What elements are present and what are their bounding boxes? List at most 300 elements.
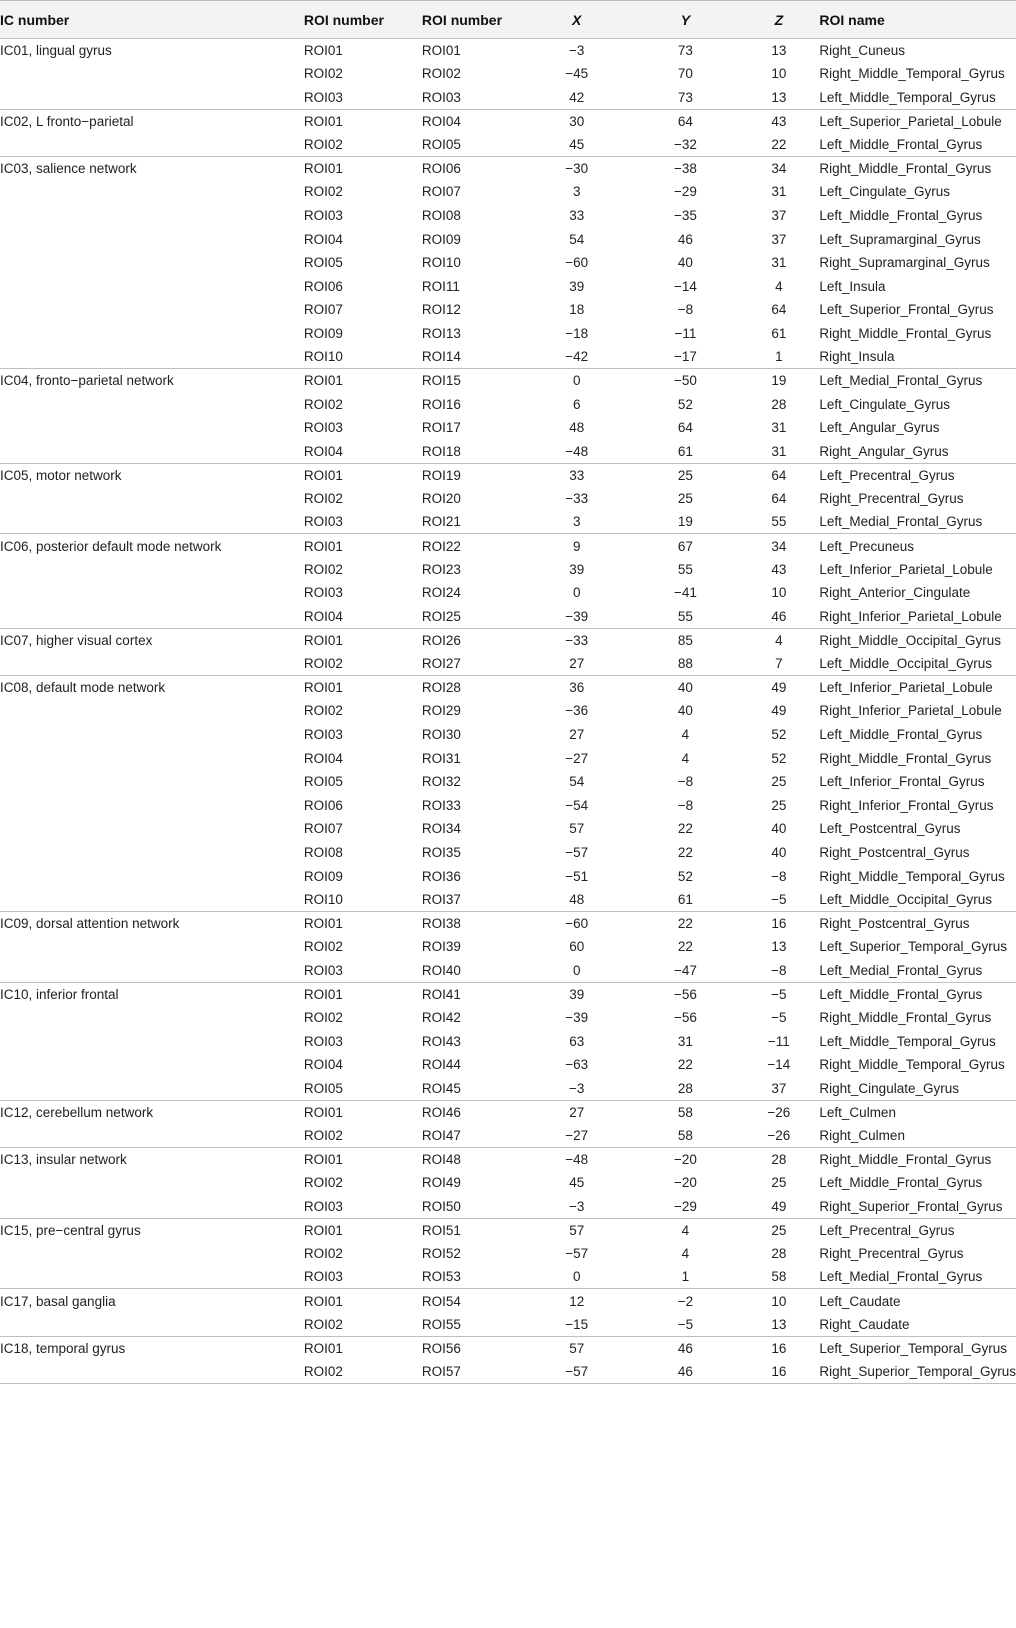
y-coordinate-cell: 67 (677, 538, 693, 554)
y-coordinate-cell: −17 (673, 349, 697, 365)
roi-index-cell: ROI03 (421, 89, 461, 105)
roi-number-cell: ROI01 (303, 373, 343, 389)
table-row (0, 1195, 1016, 1219)
y-coordinate-cell: 40 (677, 255, 693, 271)
roi-index-cell: ROI55 (421, 1316, 461, 1332)
roi-number-cell: ROI03 (303, 1198, 343, 1214)
y-coordinate-cell: 4 (681, 1222, 690, 1238)
x-coordinate-cell: 57 (569, 1222, 585, 1238)
table-row (0, 959, 1016, 983)
ic-number-cell: IC09, dorsal attention network (0, 916, 180, 932)
roi-name-cell: Left_Inferior_Frontal_Gyrus (819, 774, 985, 790)
x-coordinate-cell: 27 (569, 1104, 585, 1120)
ic-number-cell: IC13, insular network (0, 1151, 127, 1167)
table-row (0, 1360, 1016, 1384)
roi-number-cell: ROI03 (303, 962, 343, 978)
x-coordinate-cell: 27 (569, 727, 585, 743)
roi-number-cell: ROI06 (303, 278, 343, 294)
roi-index-cell: ROI02 (421, 66, 461, 82)
header-roi-number-2: ROI number (421, 11, 503, 28)
roi-number-cell: ROI01 (303, 632, 343, 648)
ic-number-cell: IC17, basal ganglia (0, 1293, 116, 1309)
roi-index-cell: ROI38 (421, 916, 461, 932)
roi-index-cell: ROI48 (421, 1151, 461, 1167)
x-coordinate-cell: 0 (572, 962, 581, 978)
x-coordinate-cell: −3 (569, 1080, 585, 1096)
roi-number-cell: ROI01 (303, 1104, 343, 1120)
z-coordinate-cell: 28 (771, 1151, 787, 1167)
z-coordinate-cell: −14 (767, 1057, 791, 1073)
ic-number-empty-cell (0, 1360, 304, 1384)
roi-index-cell: ROI22 (421, 538, 461, 554)
roi-index-cell: ROI47 (421, 1127, 461, 1143)
z-coordinate-cell: 31 (771, 420, 787, 436)
roi-index-cell: ROI12 (421, 302, 461, 318)
ic-number-cell: IC18, temporal gyrus (0, 1340, 126, 1356)
roi-index-cell: ROI37 (421, 891, 461, 907)
ic-number-empty-cell (0, 204, 304, 228)
ic-number-empty-cell (0, 322, 304, 346)
x-coordinate-cell: 57 (569, 1340, 585, 1356)
y-coordinate-cell: −2 (677, 1293, 694, 1309)
x-coordinate-cell: −48 (565, 443, 589, 459)
ic-number-empty-cell (0, 298, 304, 322)
x-coordinate-cell: −39 (565, 608, 589, 624)
y-coordinate-cell: 64 (677, 113, 693, 129)
z-coordinate-cell: 25 (771, 797, 787, 813)
ic-number-empty-cell (0, 133, 304, 157)
roi-index-cell: ROI44 (421, 1057, 461, 1073)
roi-number-cell: ROI01 (303, 986, 343, 1002)
x-coordinate-cell: −54 (565, 797, 589, 813)
roi-index-cell: ROI33 (421, 797, 461, 813)
z-coordinate-cell: 52 (771, 750, 787, 766)
roi-index-cell: ROI15 (421, 373, 461, 389)
table-row (0, 581, 1016, 605)
ic-number-empty-cell (0, 251, 304, 275)
x-coordinate-cell: −57 (565, 1246, 589, 1262)
ic-number-empty-cell (0, 227, 304, 251)
x-coordinate-cell: 42 (569, 89, 585, 105)
x-coordinate-cell: −60 (565, 255, 589, 271)
z-coordinate-cell: −26 (767, 1127, 791, 1143)
z-coordinate-cell: 37 (771, 207, 787, 223)
ic-number-empty-cell (0, 1029, 304, 1053)
ic-number-empty-cell (0, 1313, 304, 1337)
roi-index-cell: ROI35 (421, 844, 461, 860)
z-coordinate-cell: −5 (771, 891, 787, 907)
ic-number-empty-cell (0, 274, 304, 298)
y-coordinate-cell: 22 (677, 1057, 693, 1073)
roi-index-cell: ROI29 (421, 703, 461, 719)
roi-number-cell: ROI03 (303, 1033, 343, 1049)
roi-index-cell: ROI28 (421, 680, 461, 696)
roi-name-cell: Right_Precentral_Gyrus (819, 1246, 964, 1262)
roi-number-cell: ROI01 (303, 680, 343, 696)
y-coordinate-cell: −41 (673, 585, 697, 601)
roi-name-cell: Left_Middle_Frontal_Gyrus (819, 136, 983, 152)
roi-name-cell: Right_Superior_Frontal_Gyrus (819, 1198, 1003, 1214)
roi-name-cell: Right_Middle_Temporal_Gyrus (819, 868, 1005, 884)
roi-name-cell: Left_Precentral_Gyrus (819, 1222, 955, 1238)
table-header (0, 1, 1016, 39)
roi-number-cell: ROI03 (303, 207, 343, 223)
ic-number-empty-cell (0, 487, 304, 511)
roi-name-cell: Left_Superior_Parietal_Lobule (819, 113, 1002, 129)
header-ic-number: IC number (0, 11, 70, 28)
roi-index-cell: ROI54 (421, 1293, 461, 1309)
ic-number-empty-cell (0, 1171, 304, 1195)
z-coordinate-cell: 61 (771, 325, 787, 341)
roi-index-cell: ROI13 (421, 325, 461, 341)
roi-name-cell: Right_Middle_Frontal_Gyrus (819, 1151, 992, 1167)
roi-number-cell: ROI01 (303, 916, 343, 932)
roi-index-cell: ROI27 (421, 655, 461, 671)
table-row (0, 534, 1016, 558)
x-coordinate-cell: 12 (569, 1293, 585, 1309)
ic-number-empty-cell (0, 746, 304, 770)
ic-number-cell: IC02, L fronto−parietal (0, 113, 134, 129)
roi-index-cell: ROI09 (421, 231, 461, 247)
table-row (0, 888, 1016, 912)
roi-name-cell: Right_Culmen (819, 1127, 905, 1143)
roi-number-cell: ROI09 (303, 868, 343, 884)
ic-number-empty-cell (0, 770, 304, 794)
roi-index-cell: ROI14 (421, 349, 461, 365)
table-row (0, 1100, 1016, 1124)
roi-number-cell: ROI10 (303, 891, 343, 907)
roi-index-cell: ROI40 (421, 962, 461, 978)
y-coordinate-cell: 4 (681, 727, 690, 743)
roi-index-cell: ROI16 (421, 396, 461, 412)
table-row (0, 1218, 1016, 1242)
table-row (0, 676, 1016, 700)
y-coordinate-cell: 4 (681, 1246, 690, 1262)
x-coordinate-cell: −36 (565, 703, 589, 719)
ic-number-empty-cell (0, 605, 304, 629)
roi-name-cell: Left_Precuneus (819, 538, 914, 554)
x-coordinate-cell: 0 (572, 373, 581, 389)
x-coordinate-cell: 48 (569, 420, 585, 436)
roi-index-cell: ROI32 (421, 774, 461, 790)
table-row (0, 345, 1016, 369)
z-coordinate-cell: 28 (771, 396, 787, 412)
roi-index-cell: ROI24 (421, 585, 461, 601)
x-coordinate-cell: 6 (572, 396, 581, 412)
table-row (0, 746, 1016, 770)
z-coordinate-cell: 22 (771, 136, 787, 152)
z-coordinate-cell: −8 (771, 868, 787, 884)
roi-number-cell: ROI02 (303, 66, 343, 82)
roi-index-cell: ROI17 (421, 420, 461, 436)
ic-number-empty-cell (0, 723, 304, 747)
roi-name-cell: Left_Middle_Frontal_Gyrus (819, 207, 983, 223)
y-coordinate-cell: −14 (673, 278, 697, 294)
y-coordinate-cell: −38 (673, 161, 697, 177)
roi-number-cell: ROI01 (303, 161, 343, 177)
roi-number-cell: ROI01 (303, 113, 343, 129)
roi-index-cell: ROI26 (421, 632, 461, 648)
x-coordinate-cell: 57 (569, 821, 585, 837)
z-coordinate-cell: 34 (771, 161, 787, 177)
z-coordinate-cell: 25 (771, 1222, 787, 1238)
y-coordinate-cell: 58 (677, 1127, 693, 1143)
roi-name-cell: Left_Supramarginal_Gyrus (819, 231, 981, 247)
y-coordinate-cell: 4 (681, 750, 690, 766)
table-row (0, 86, 1016, 110)
ic-number-empty-cell (0, 510, 304, 534)
ic-number-empty-cell (0, 794, 304, 818)
x-coordinate-cell: −27 (565, 750, 589, 766)
z-coordinate-cell: 19 (771, 373, 787, 389)
roi-name-cell: Right_Inferior_Frontal_Gyrus (819, 797, 994, 813)
table-row (0, 982, 1016, 1006)
roi-index-cell: ROI52 (421, 1246, 461, 1262)
z-coordinate-cell: 16 (771, 1363, 787, 1379)
table-row (0, 935, 1016, 959)
z-coordinate-cell: 37 (771, 231, 787, 247)
roi-number-cell: ROI02 (303, 1175, 343, 1191)
z-coordinate-cell: 16 (771, 916, 787, 932)
roi-name-cell: Left_Middle_Occipital_Gyrus (819, 891, 992, 907)
roi-name-cell: Left_Medial_Frontal_Gyrus (819, 514, 983, 530)
table-row (0, 1289, 1016, 1313)
y-coordinate-cell: −56 (673, 1010, 697, 1026)
roi-index-cell: ROI21 (421, 514, 461, 530)
x-coordinate-cell: −63 (565, 1057, 589, 1073)
y-coordinate-cell: −20 (673, 1151, 697, 1167)
table-row (0, 274, 1016, 298)
y-coordinate-cell: 88 (677, 655, 693, 671)
x-coordinate-cell: −42 (565, 349, 589, 365)
roi-index-cell: ROI04 (421, 113, 461, 129)
y-coordinate-cell: 28 (677, 1080, 693, 1096)
x-coordinate-cell: −45 (565, 66, 589, 82)
x-coordinate-cell: −57 (565, 844, 589, 860)
z-coordinate-cell: 40 (771, 821, 787, 837)
roi-number-cell: ROI01 (303, 1151, 343, 1167)
y-coordinate-cell: 70 (677, 66, 693, 82)
y-coordinate-cell: 46 (677, 1340, 693, 1356)
z-coordinate-cell: 1 (775, 349, 783, 365)
ic-number-empty-cell (0, 1195, 304, 1219)
roi-number-cell: ROI05 (303, 255, 343, 271)
table-row (0, 1313, 1016, 1337)
roi-name-cell: Left_Inferior_Parietal_Lobule (819, 561, 993, 577)
ic-number-empty-cell (0, 935, 304, 959)
x-coordinate-cell: −3 (569, 1198, 585, 1214)
roi-name-cell: Right_Middle_Temporal_Gyrus (819, 66, 1005, 82)
y-coordinate-cell: 64 (677, 420, 693, 436)
z-coordinate-cell: 49 (771, 1198, 787, 1214)
y-coordinate-cell: −56 (673, 986, 697, 1002)
ic-number-empty-cell (0, 1265, 304, 1289)
y-coordinate-cell: −29 (673, 184, 697, 200)
roi-number-cell: ROI04 (303, 443, 343, 459)
roi-index-cell: ROI41 (421, 986, 461, 1002)
y-coordinate-cell: −32 (673, 136, 697, 152)
table-row (0, 558, 1016, 582)
roi-index-cell: ROI50 (421, 1198, 461, 1214)
z-coordinate-cell: 49 (771, 703, 787, 719)
z-coordinate-cell: 7 (775, 655, 783, 671)
roi-name-cell: Left_Middle_Frontal_Gyrus (819, 1175, 983, 1191)
table-row (0, 911, 1016, 935)
roi-name-cell: Right_Postcentral_Gyrus (819, 844, 970, 860)
x-coordinate-cell: 33 (569, 207, 585, 223)
ic-number-cell: IC12, cerebellum network (0, 1104, 154, 1120)
table-row (0, 1171, 1016, 1195)
table-row (0, 652, 1016, 676)
roi-name-cell: Left_Superior_Frontal_Gyrus (819, 302, 994, 318)
roi-name-cell: Left_Cingulate_Gyrus (819, 184, 950, 200)
table-row (0, 1053, 1016, 1077)
table-row (0, 841, 1016, 865)
x-coordinate-cell: −60 (565, 916, 589, 932)
z-coordinate-cell: 10 (771, 585, 787, 601)
z-coordinate-cell: 13 (771, 43, 787, 59)
x-coordinate-cell: −3 (569, 43, 585, 59)
x-coordinate-cell: 39 (569, 278, 585, 294)
roi-name-cell: Left_Angular_Gyrus (819, 420, 940, 436)
table-row (0, 1265, 1016, 1289)
z-coordinate-cell: 46 (771, 608, 787, 624)
x-coordinate-cell: 48 (569, 891, 585, 907)
table-row (0, 369, 1016, 393)
z-coordinate-cell: 64 (771, 302, 787, 318)
y-coordinate-cell: −5 (677, 1316, 694, 1332)
roi-index-cell: ROI10 (421, 255, 461, 271)
roi-index-cell: ROI46 (421, 1104, 461, 1120)
ic-number-cell: IC06, posterior default mode network (0, 538, 222, 554)
z-coordinate-cell: 52 (771, 727, 787, 743)
table-row (0, 156, 1016, 180)
roi-name-cell: Right_Angular_Gyrus (819, 443, 949, 459)
z-coordinate-cell: 49 (771, 680, 787, 696)
table-row (0, 770, 1016, 794)
table-body (0, 39, 1016, 1384)
table-row (0, 298, 1016, 322)
x-coordinate-cell: −48 (565, 1151, 589, 1167)
y-coordinate-cell: −35 (673, 207, 697, 223)
table-row (0, 416, 1016, 440)
ic-number-empty-cell (0, 86, 304, 110)
roi-name-cell: Right_Anterior_Cingulate (819, 585, 971, 601)
roi-name-cell: Left_Medial_Frontal_Gyrus (819, 373, 983, 389)
roi-name-cell: Right_Middle_Occipital_Gyrus (819, 632, 1001, 648)
roi-number-cell: ROI08 (303, 844, 343, 860)
roi-index-cell: ROI42 (421, 1010, 461, 1026)
roi-name-cell: Right_Middle_Frontal_Gyrus (819, 161, 992, 177)
roi-index-cell: ROI07 (421, 184, 461, 200)
z-coordinate-cell: 10 (771, 66, 787, 82)
table-row (0, 204, 1016, 228)
table-row (0, 628, 1016, 652)
x-coordinate-cell: −33 (565, 491, 589, 507)
roi-index-cell: ROI53 (421, 1269, 461, 1285)
z-coordinate-cell: 43 (771, 561, 787, 577)
y-coordinate-cell: −8 (677, 302, 694, 318)
x-coordinate-cell: 45 (569, 136, 585, 152)
table-row (0, 440, 1016, 464)
x-coordinate-cell: 36 (569, 680, 585, 696)
roi-number-cell: ROI04 (303, 1057, 343, 1073)
roi-index-cell: ROI45 (421, 1080, 461, 1096)
y-coordinate-cell: −29 (673, 1198, 697, 1214)
roi-number-cell: ROI03 (303, 1269, 343, 1285)
roi-index-cell: ROI08 (421, 207, 461, 223)
y-coordinate-cell: 55 (677, 608, 693, 624)
ic-number-empty-cell (0, 392, 304, 416)
ic-number-empty-cell (0, 699, 304, 723)
roi-number-cell: ROI02 (303, 1363, 343, 1379)
x-coordinate-cell: −39 (565, 1010, 589, 1026)
y-coordinate-cell: 58 (677, 1104, 693, 1120)
z-coordinate-cell: 25 (771, 1175, 787, 1191)
x-coordinate-cell: −30 (565, 161, 589, 177)
ic-number-cell: IC07, higher visual cortex (0, 632, 153, 648)
x-coordinate-cell: −57 (565, 1363, 589, 1379)
y-coordinate-cell: 52 (677, 396, 693, 412)
x-coordinate-cell: 9 (572, 538, 581, 554)
y-coordinate-cell: 73 (677, 89, 693, 105)
ic-number-empty-cell (0, 62, 304, 86)
ic-number-cell: IC01, lingual gyrus (0, 43, 112, 59)
roi-index-cell: ROI57 (421, 1363, 461, 1379)
ic-number-empty-cell (0, 1006, 304, 1030)
ic-number-empty-cell (0, 1053, 304, 1077)
roi-number-cell: ROI02 (303, 1246, 343, 1262)
roi-number-cell: ROI02 (303, 184, 343, 200)
x-coordinate-cell: 45 (569, 1175, 585, 1191)
z-coordinate-cell: −8 (771, 962, 787, 978)
x-coordinate-cell: 60 (569, 939, 585, 955)
y-coordinate-cell: −8 (677, 797, 694, 813)
roi-index-cell: ROI19 (421, 467, 461, 483)
table-row (0, 1124, 1016, 1148)
roi-number-cell: ROI02 (303, 655, 343, 671)
roi-name-cell: Left_Insula (819, 278, 886, 294)
roi-name-cell: Right_Postcentral_Gyrus (819, 916, 970, 932)
roi-index-cell: ROI36 (421, 868, 461, 884)
table-row (0, 1336, 1016, 1360)
z-coordinate-cell: 55 (771, 514, 787, 530)
table-row (0, 699, 1016, 723)
roi-number-cell: ROI01 (303, 1222, 343, 1238)
header-row (0, 1, 1016, 39)
y-coordinate-cell: −8 (677, 774, 694, 790)
roi-number-cell: ROI01 (303, 467, 343, 483)
roi-index-cell: ROI11 (421, 278, 460, 294)
table-row (0, 322, 1016, 346)
roi-number-cell: ROI03 (303, 585, 343, 601)
roi-index-cell: ROI39 (421, 939, 461, 955)
table-row (0, 487, 1016, 511)
roi-index-cell: ROI18 (421, 443, 461, 459)
header-z: Z (774, 11, 784, 28)
table-row (0, 1077, 1016, 1101)
x-coordinate-cell: 39 (569, 561, 585, 577)
y-coordinate-cell: 40 (677, 680, 693, 696)
roi-number-cell: ROI03 (303, 727, 343, 743)
roi-name-cell: Left_Cingulate_Gyrus (819, 396, 950, 412)
y-coordinate-cell: 25 (677, 491, 693, 507)
roi-number-cell: ROI03 (303, 89, 343, 105)
roi-name-cell: Left_Medial_Frontal_Gyrus (819, 1269, 983, 1285)
roi-number-cell: ROI02 (303, 1010, 343, 1026)
y-coordinate-cell: 52 (677, 868, 693, 884)
roi-name-cell: Left_Middle_Frontal_Gyrus (819, 986, 983, 1002)
